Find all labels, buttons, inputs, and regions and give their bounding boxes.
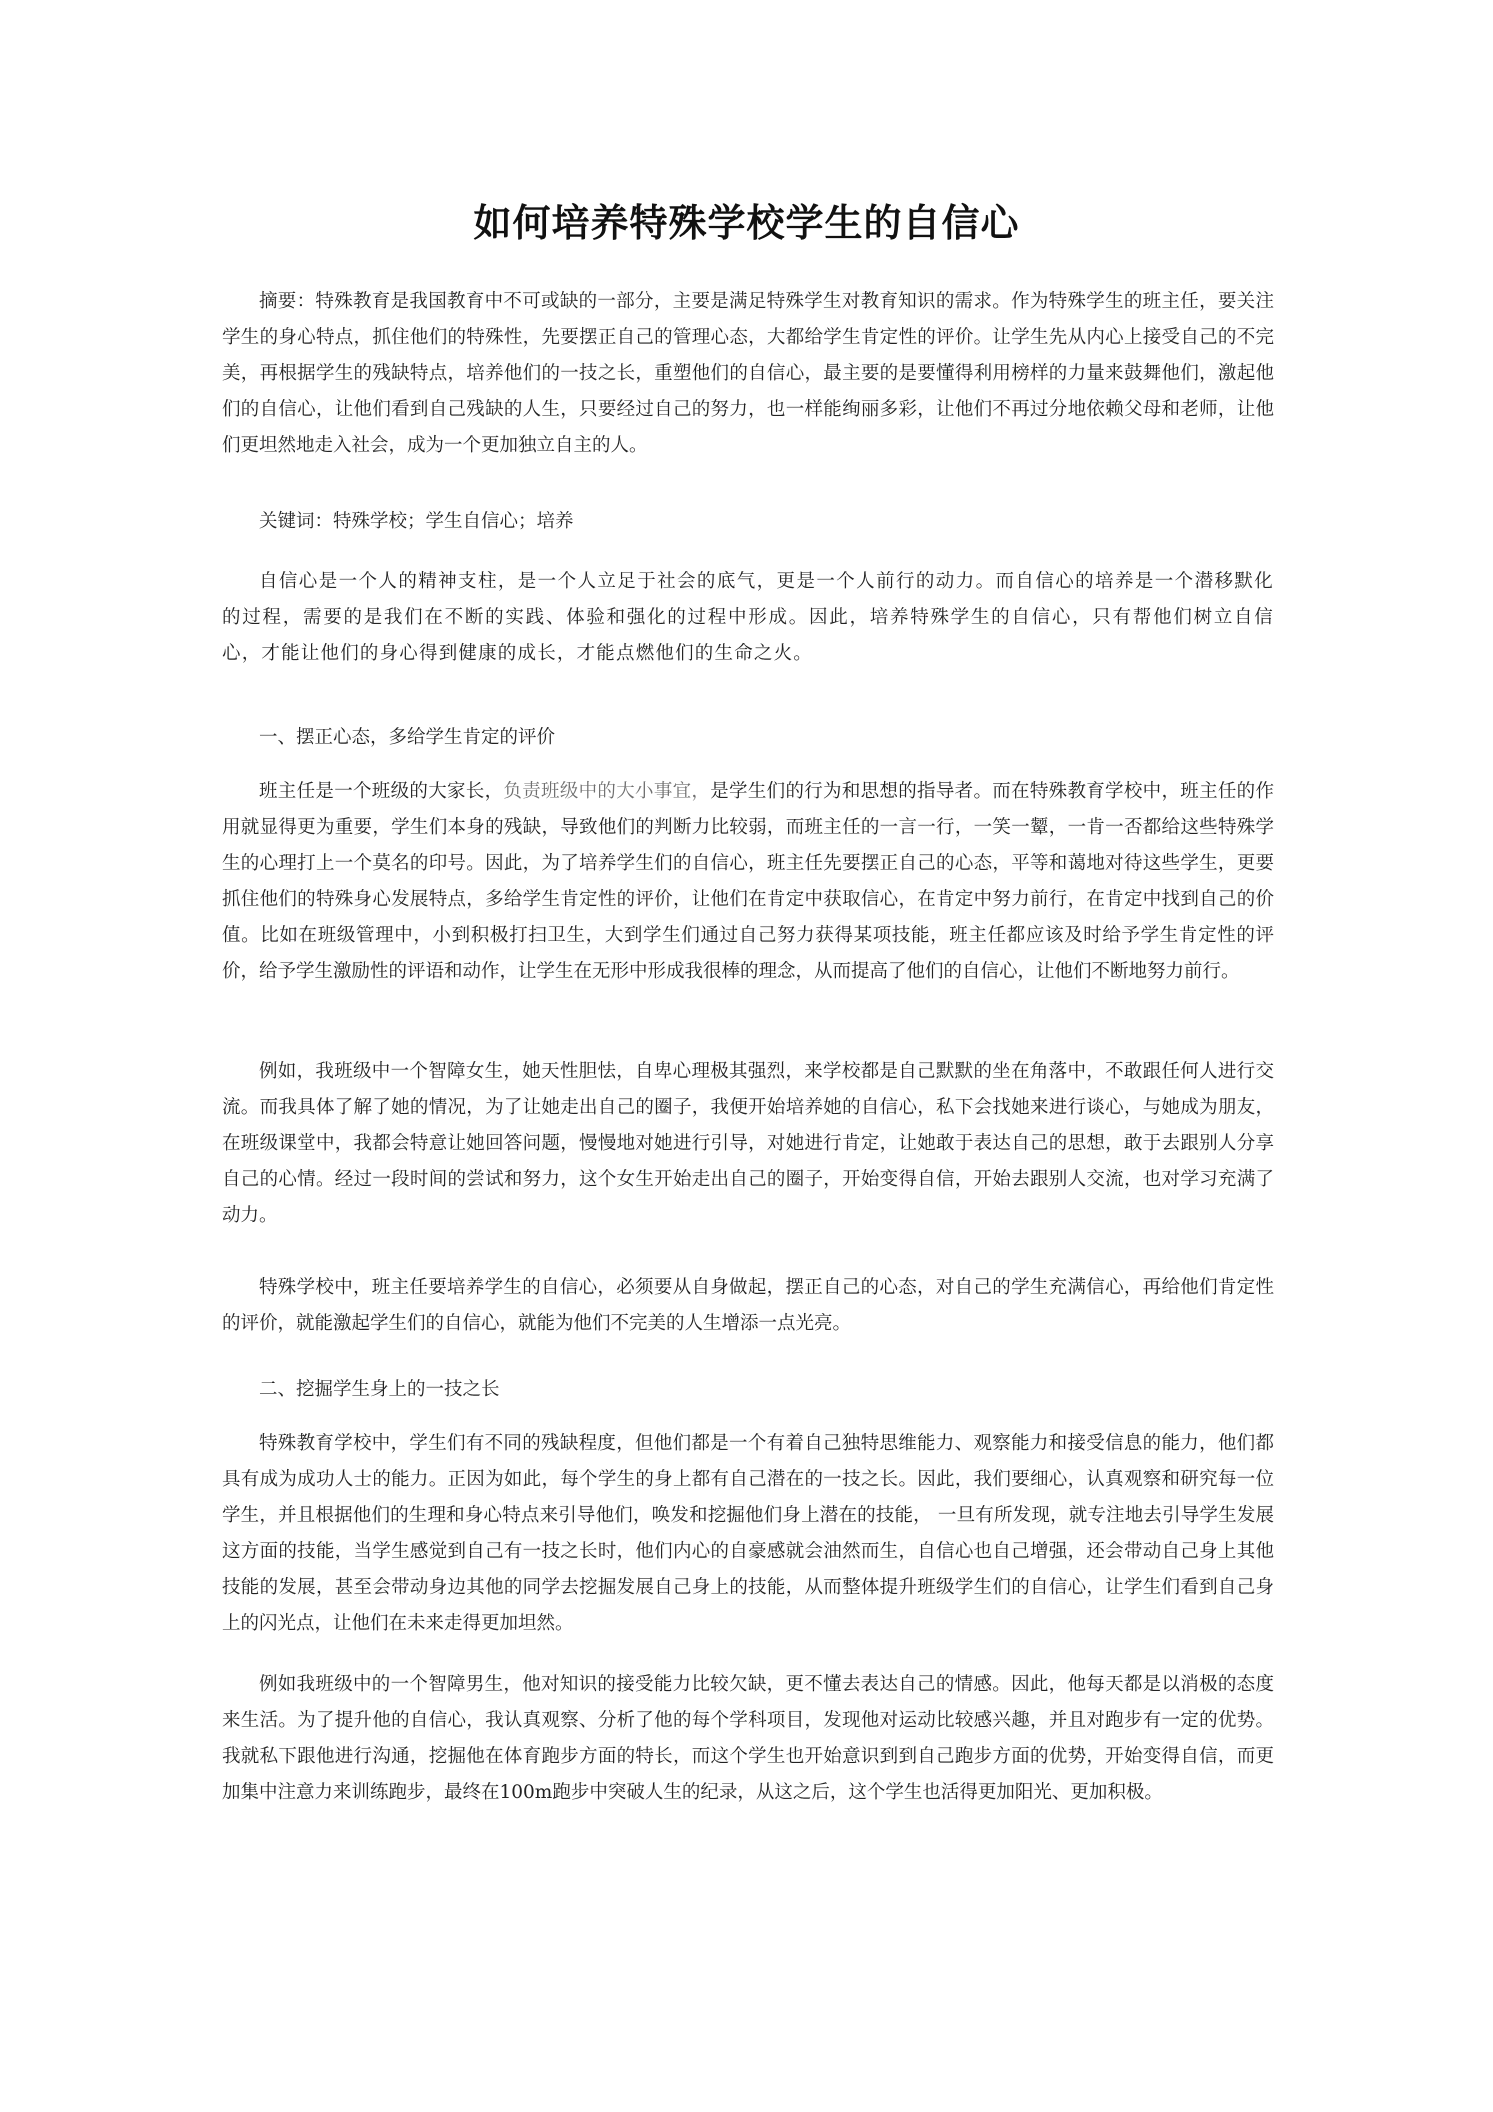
section-2-heading: 二、挖掘学生身上的一技之长 (259, 1379, 500, 1400)
keywords-block (222, 504, 1274, 558)
section-2-paragraph-1: 特殊教育学校中，学生们有不同的残缺程度，但他们都是一个有着自己独特思维能力、观察能力和接受信息的能力，他们都具有成为成功人士的能力。正因为如此，每个学生的身上都有自己潜在的一技之长。因此，我们要细心，认真观察和研究每一位学生，并且根据他们的生理和身心特点来引导他们，唤发和挖掘他们身上潜在的技能， 一旦有所发现，就专注地去引导学生发展这方面的技能，当学生感觉到自己有一技之长时，他们内心的自豪感就会油然而生，自信心也自己增强，还会带动自己身上其他技能的发展，甚至会带动身边其他的同学去挖掘发展自己身上的技能，从而整体提升班级学生们的自信心，让学生们看到自己身上的闪光点，让他们在未来走得更加坦然。 (222, 1433, 1274, 1634)
section-1-example (222, 1054, 1274, 1250)
section-1-paragraph-3: 特殊学校中，班主任要培养学生的自信心，必须要从自身做起，摆正自己的心态，对自己的学生充满信心，再给他们肯定性的评价，就能激起学生们的自信心，就能为他们不完美的人生增添一点光亮。 (222, 1277, 1274, 1334)
abstract-paragraph: 摘要：特殊教育是我国教育中不可或缺的一部分，主要是满足特殊学生对教育知识的需求。作为特殊学生的班主任，要关注学生的身心特点，抓住他们的特殊性，先要摆正自己的管理心态，大都给学生肯定性的评价。让学生先从内心上接受自己的不完美，再根据学生的残缺特点，培养他们的一技之长，重塑他们的自信心，最主要的是要懂得利用榜样的力量来鼓舞他们，激起他们的自信心，让他们看到自己残缺的人生，只要经过自己的努力，也一样能绚丽多彩，让他们不再过分地依赖父母和老师，让他们更坦然地走入社会，成为一个更加独立自主的人。 (222, 291, 1274, 456)
section-1-paragraph-1 (222, 774, 1274, 990)
intro-block (222, 564, 1274, 688)
document-title: 如何培养特殊学校学生的自信心 (473, 201, 1020, 245)
section-1-heading: 一、摆正心态，多给学生肯定的评价 (259, 727, 556, 748)
section-2 (222, 1372, 1274, 1658)
section-1-paragraph-2: 例如，我班级中一个智障女生，她天性胆怯，自卑心理极其强烈，来学校都是自己默默的坐在角落中，不敢跟任何人进行交流。而我具体了解了她的情况，为了让她走出自己的圈子，我便开始培养她的自信心，私下会找她来进行谈心，与她成为朋友，在班级课堂中，我都会特意让她回答问题，慢慢地对她进行引导，对她进行肯定，让她敢于表达自己的思想，敢于去跟别人分享自己的心情。经过一段时间的尝试和努力，这个女生开始走出自己的圈子，开始变得自信，开始去跟别人交流，也对学习充满了动力。 (222, 1061, 1274, 1226)
intro-paragraph: 自信心是一个人的精神支柱，是一个人立足于社会的底气，更是一个人前行的动力。而自信心的培养是一个潜移默化的过程，需要的是我们在不断的实践、体验和强化的过程中形成。因此，培养特殊学生的自信心，只有帮他们树立自信心，才能让他们的身心得到健康的成长，才能点燃他们的生命之火。 (222, 571, 1274, 664)
section-2-paragraph-2: 例如我班级中的一个智障男生，他对知识的接受能力比较欠缺，更不懂去表达自己的情感。因此，他每天都是以消极的态度来生活。为了提升他的自信心，我认真观察、分析了他的每个学科项目，发现他对运动比较感兴趣，并且对跑步有一定的优势。我就私下跟他进行沟通，挖掘他在体育跑步方面的特长，而这个学生也开始意识到到自己跑步方面的优势，开始变得自信，而更加集中注意力来训练跑步，最终在100m跑步中突破人生的纪录，从这之后，这个学生也活得更加阳光、更加积极。 (222, 1674, 1274, 1803)
s1p1-part-a: 班主任是一个班级的大家长， (259, 781, 504, 802)
section-2-example (222, 1667, 1274, 1827)
section-1-summary (222, 1270, 1274, 1358)
abstract-block (222, 284, 1274, 480)
section-1 (222, 720, 1274, 1006)
s1p1-part-b: 负责班级中的大小事宜， (503, 781, 711, 802)
s1p1-part-c: 是学生们的行为和思想的指导者。而在特殊教育学校中，班主任的作用就显得更为重要，学生们本身的残缺，导致他们的判断力比较弱，而班主任的一言一行，一笑一颦，一肯一否都给这些特殊学生的心理打上一个莫名的印号。因此，为了培养学生们的自信心，班主任先要摆正自己的心态，平等和蔼地对待这些学生，更要抓住他们的特殊身心发展特点，多给学生肯定性的评价，让他们在肯定中获取信心，在肯定中努力前行，在肯定中找到自己的价值。比如在班级管理中，小到积极打扫卫生，大到学生们通过自己努力获得某项技能，班主任都应该及时给予学生肯定性的评价，给予学生激励性的评语和动作，让学生在无形中形成我很棒的理念，从而提高了他们的自信心，让他们不断地努力前行。 (222, 781, 1274, 982)
keywords-line: 关键词：特殊学校；学生自信心；培养 (259, 511, 574, 532)
